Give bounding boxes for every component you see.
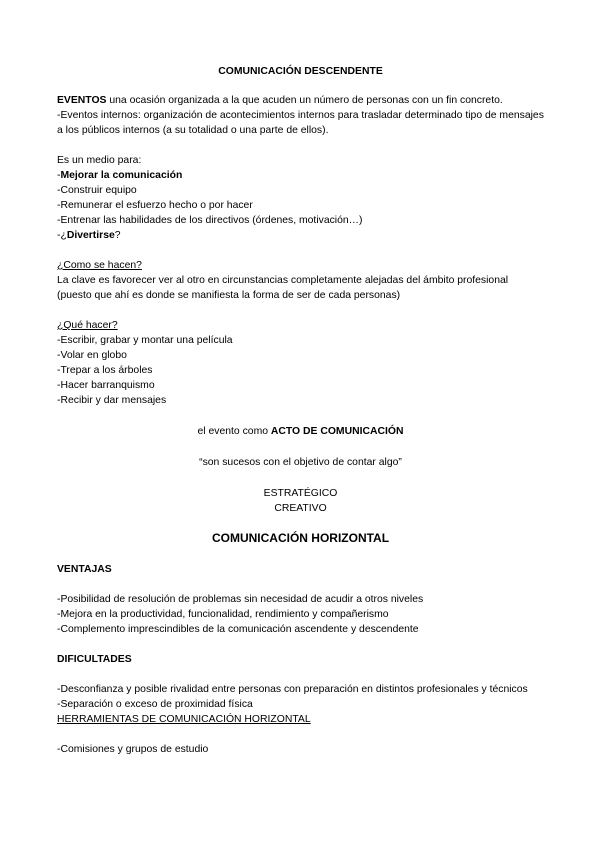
ventajas-heading: VENTAJAS	[57, 564, 112, 575]
list-item: -Entrenar las habilidades de los directivos (órdenes, motivación…)	[57, 215, 363, 226]
medio-list	[57, 168, 544, 243]
list-item: -Escribir, grabar y montar una película	[57, 335, 233, 346]
eventos-term: EVENTOS	[57, 95, 107, 106]
list-item: -Mejora en la productividad, funcionalidad, rendimiento y compañerismo	[57, 609, 389, 620]
list-item: -Mejorar la comunicación	[57, 170, 183, 181]
creativo: CREATIVO	[274, 503, 327, 514]
dificultades-list	[57, 682, 544, 712]
dificultades-heading: DIFICULTADES	[57, 654, 132, 665]
list-item: -Hacer barranquismo	[57, 380, 155, 391]
quote: “son sucesos con el objetivo de contar algo”	[199, 457, 402, 468]
como-heading: ¿Como se hacen?	[57, 260, 142, 271]
eventos-internos: -Eventos internos: organización de acontecimientos internos para trasladar determinado tipo de mensajes a los públicos internos (a su totalidad o una parte de ellos).	[57, 110, 544, 136]
eventos-definition	[57, 93, 544, 108]
list-item: -Remunerar el esfuerzo hecho o por hacer	[57, 200, 253, 211]
list-item: -Complemento imprescindibles de la comunicación ascendente y descendente	[57, 624, 419, 635]
estrategico: ESTRATÉGICO	[263, 488, 338, 499]
list-item: -Comisiones y grupos de estudio	[57, 744, 209, 755]
list-item: -Posibilidad de resolución de problemas sin necesidad de acudir a otros niveles	[57, 594, 424, 605]
list-item: -Trepar a los árboles	[57, 365, 153, 376]
como-text: La clave es favorecer ver al otro en circunstancias completamente alejadas del ámbito profesional (puesto que ahí es donde se manifiesta la forma de ser de cada personas)	[57, 275, 509, 301]
que-list	[57, 333, 544, 408]
section-title-descendente: COMUNICACIÓN DESCENDENTE	[218, 66, 383, 77]
herramientas-list	[57, 742, 544, 757]
list-item: -¿Divertirse?	[57, 230, 121, 241]
eventos-def-text: una ocasión organizada a la que acuden un número de personas con un fin concreto.	[106, 95, 503, 106]
que-heading: ¿Qué hacer?	[57, 320, 118, 331]
list-item: -Separación o exceso de proximidad física	[57, 699, 253, 710]
section-title-horizontal: COMUNICACIÓN HORIZONTAL	[211, 531, 390, 545]
list-item: -Desconfianza y posible rivalidad entre personas con preparación en distintos profesionales y técnicos	[57, 684, 528, 695]
medio-intro: Es un medio para:	[57, 155, 142, 166]
list-item: -Recibir y dar mensajes	[57, 395, 167, 406]
herramientas-heading: HERRAMIENTAS DE COMUNICACIÓN HORIZONTAL	[57, 714, 311, 725]
acto-line: el evento como ACTO DE COMUNICACIÓN	[197, 426, 404, 437]
list-item: -Volar en globo	[57, 350, 127, 361]
ventajas-list	[57, 592, 544, 637]
list-item: -Construir equipo	[57, 185, 137, 196]
